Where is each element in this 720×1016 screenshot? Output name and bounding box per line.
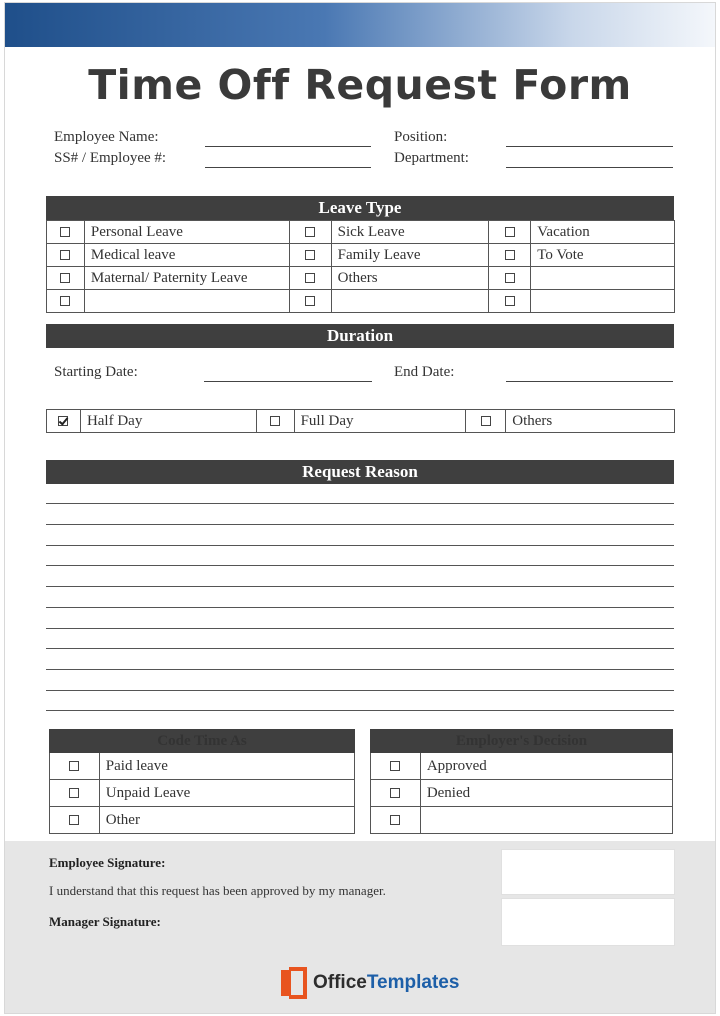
half-day-checkbox[interactable] xyxy=(58,416,68,426)
unpaid-leave-checkbox[interactable] xyxy=(69,788,79,798)
reason-line[interactable] xyxy=(46,710,674,711)
reason-line[interactable] xyxy=(46,607,674,608)
table-row xyxy=(371,753,673,780)
leave-option-label: To Vote xyxy=(531,244,675,267)
request-reason-heading: Request Reason xyxy=(46,460,674,484)
position-label: Position: xyxy=(394,129,448,145)
leave-checkbox[interactable] xyxy=(305,250,315,260)
reason-line[interactable] xyxy=(46,690,674,691)
reason-line[interactable] xyxy=(46,586,674,587)
denied-checkbox[interactable] xyxy=(390,788,400,798)
leave-option-label[interactable] xyxy=(331,290,489,313)
table-row xyxy=(47,267,675,290)
leave-checkbox[interactable] xyxy=(305,227,315,237)
table-row xyxy=(50,807,355,834)
leave-option-label: Others xyxy=(331,267,489,290)
employee-id-field[interactable] xyxy=(205,167,371,168)
duration-options-table xyxy=(46,409,675,433)
reason-line[interactable] xyxy=(46,669,674,670)
leave-checkbox[interactable] xyxy=(60,273,70,283)
logo-text-templates: Templates xyxy=(366,972,460,993)
table-row xyxy=(47,221,675,244)
manager-signature-box[interactable] xyxy=(501,898,675,946)
reason-line[interactable] xyxy=(46,545,674,546)
full-day-checkbox[interactable] xyxy=(270,416,280,426)
employee-name-field[interactable] xyxy=(205,146,371,147)
approval-note: I understand that this request has been approved by my manager. xyxy=(49,883,386,898)
office-templates-logo xyxy=(281,965,459,1001)
reason-line[interactable] xyxy=(46,648,674,649)
employer-decision-heading: Employer's Decision xyxy=(371,730,673,753)
start-date-label: Starting Date: xyxy=(54,364,138,380)
reason-line[interactable] xyxy=(46,628,674,629)
code-time-option-label: Paid leave xyxy=(99,753,354,780)
leave-option-label: Maternal/ Paternity Leave xyxy=(84,267,289,290)
leave-checkbox[interactable] xyxy=(505,250,515,260)
employee-id-label: SS# / Employee #: xyxy=(54,150,167,166)
code-time-option-label: Other xyxy=(99,807,354,834)
employer-decision-table xyxy=(370,729,673,834)
leave-checkbox[interactable] xyxy=(305,273,315,283)
table-row xyxy=(47,290,675,313)
code-time-heading: Code Time As xyxy=(50,730,355,753)
employee-signature-label: Employee Signature: xyxy=(49,855,166,870)
logo-text-office: Office xyxy=(313,972,367,993)
leave-checkbox[interactable] xyxy=(505,227,515,237)
leave-option-label: Sick Leave xyxy=(331,221,489,244)
leave-option-label: Medical leave xyxy=(84,244,289,267)
duration-option-label: Full Day xyxy=(294,410,466,433)
decision-option-label: Approved xyxy=(420,753,672,780)
table-row xyxy=(50,753,355,780)
employee-name-label: Employee Name: xyxy=(54,129,159,145)
duration-option-label: Half Day xyxy=(80,410,256,433)
leave-checkbox[interactable] xyxy=(305,296,315,306)
table-row xyxy=(47,410,675,433)
leave-option-label: Vacation xyxy=(531,221,675,244)
leave-option-label: Family Leave xyxy=(331,244,489,267)
other-code-checkbox[interactable] xyxy=(69,815,79,825)
manager-signature-label: Manager Signature: xyxy=(49,914,161,929)
leave-option-label[interactable] xyxy=(84,290,289,313)
table-row xyxy=(371,807,673,834)
code-time-table xyxy=(49,729,355,834)
form-page xyxy=(4,2,716,1014)
table-row xyxy=(371,780,673,807)
position-field[interactable] xyxy=(506,146,673,147)
department-field[interactable] xyxy=(506,167,673,168)
approved-checkbox[interactable] xyxy=(390,761,400,771)
leave-checkbox[interactable] xyxy=(60,296,70,306)
office-logo-icon xyxy=(281,967,307,999)
leave-checkbox[interactable] xyxy=(505,296,515,306)
page-title: Time Off Request Form xyxy=(88,61,632,109)
table-row xyxy=(47,244,675,267)
header-bar xyxy=(5,3,715,47)
leave-option-label: Personal Leave xyxy=(84,221,289,244)
leave-type-heading: Leave Type xyxy=(46,196,674,220)
reason-line[interactable] xyxy=(46,524,674,525)
leave-checkbox[interactable] xyxy=(505,273,515,283)
others-duration-checkbox[interactable] xyxy=(481,416,491,426)
reason-line[interactable] xyxy=(46,503,674,504)
leave-checkbox[interactable] xyxy=(60,250,70,260)
table-row xyxy=(50,780,355,807)
duration-heading: Duration xyxy=(46,324,674,348)
decision-option-label: Denied xyxy=(420,780,672,807)
department-label: Department: xyxy=(394,150,469,166)
duration-option-label: Others xyxy=(506,410,675,433)
leave-option-label[interactable] xyxy=(531,290,675,313)
end-date-label: End Date: xyxy=(394,364,455,380)
code-time-option-label: Unpaid Leave xyxy=(99,780,354,807)
paid-leave-checkbox[interactable] xyxy=(69,761,79,771)
start-date-field[interactable] xyxy=(204,381,372,382)
decision-option-label[interactable] xyxy=(420,807,672,834)
leave-option-label xyxy=(531,267,675,290)
leave-type-table xyxy=(46,220,675,313)
reason-line[interactable] xyxy=(46,565,674,566)
employee-signature-box[interactable] xyxy=(501,849,675,895)
leave-checkbox[interactable] xyxy=(60,227,70,237)
end-date-field[interactable] xyxy=(506,381,673,382)
decision-extra-checkbox[interactable] xyxy=(390,815,400,825)
